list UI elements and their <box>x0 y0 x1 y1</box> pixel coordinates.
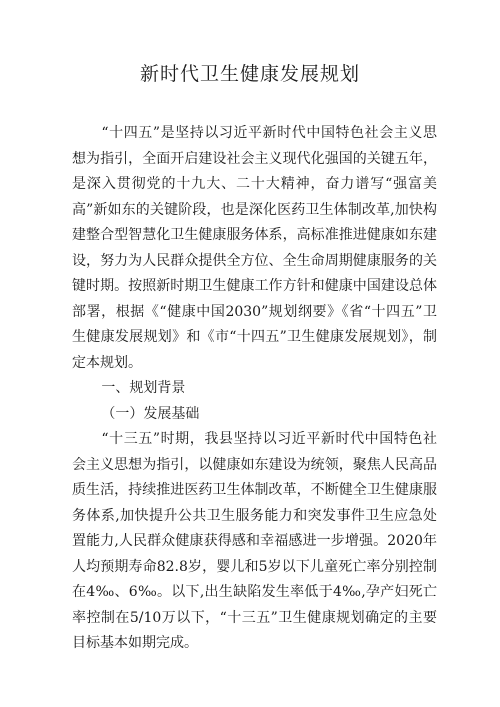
intro-paragraph: “十四五”是坚持以习近平新时代中国特色社会主义思想为指引，全面开启建设社会主义现代化强国的关键五年，是深入贯彻党的十九大、二十大精神，奋力谱写“强富美高”新如东的关键阶段，也是深化医药卫生体制改革,加快构建整合型智慧化卫生健康服务体系，高标准推进健康如东建设，努力为人民群众提供全方位、全生命周期健康服务的关键时期。按照新时期卫生健康工作方针和健康中国建设总体部署，根据《“健康中国2030”规划纲要》《省“十四五”卫生健康发展规划》和《市“十四五”卫生健康发展规划》，制定本规划。 <box>72 125 437 371</box>
background-paragraph: “十三五”时期，我县坚持以习近平新时代中国特色社会主义思想为指引，以健康如东建设为统领，聚焦人民高品质生活，持续推进医药卫生体制改革，不断健全卫生健康服务体系,加快提升公共卫生服务能力和突发事件卫生应急处置能力,人民群众健康获得感和幸福感进一步增强。2020年人均预期寿命82.8岁，婴儿和5岁以下儿童死亡率分别控制在4‰、6‰。以下,出生缺陷发生率低于4‰,孕产妇死亡率控制在5/10万以下，“十三五”卫生健康规划确定的主要目标基本如期完成。 <box>72 431 437 651</box>
subsection-heading: （一）发展基础 <box>101 405 200 422</box>
document-body <box>72 121 437 657</box>
section-heading: 一、规划背景 <box>101 380 186 396</box>
document-title: 新时代卫生健康发展规划 <box>139 63 360 85</box>
